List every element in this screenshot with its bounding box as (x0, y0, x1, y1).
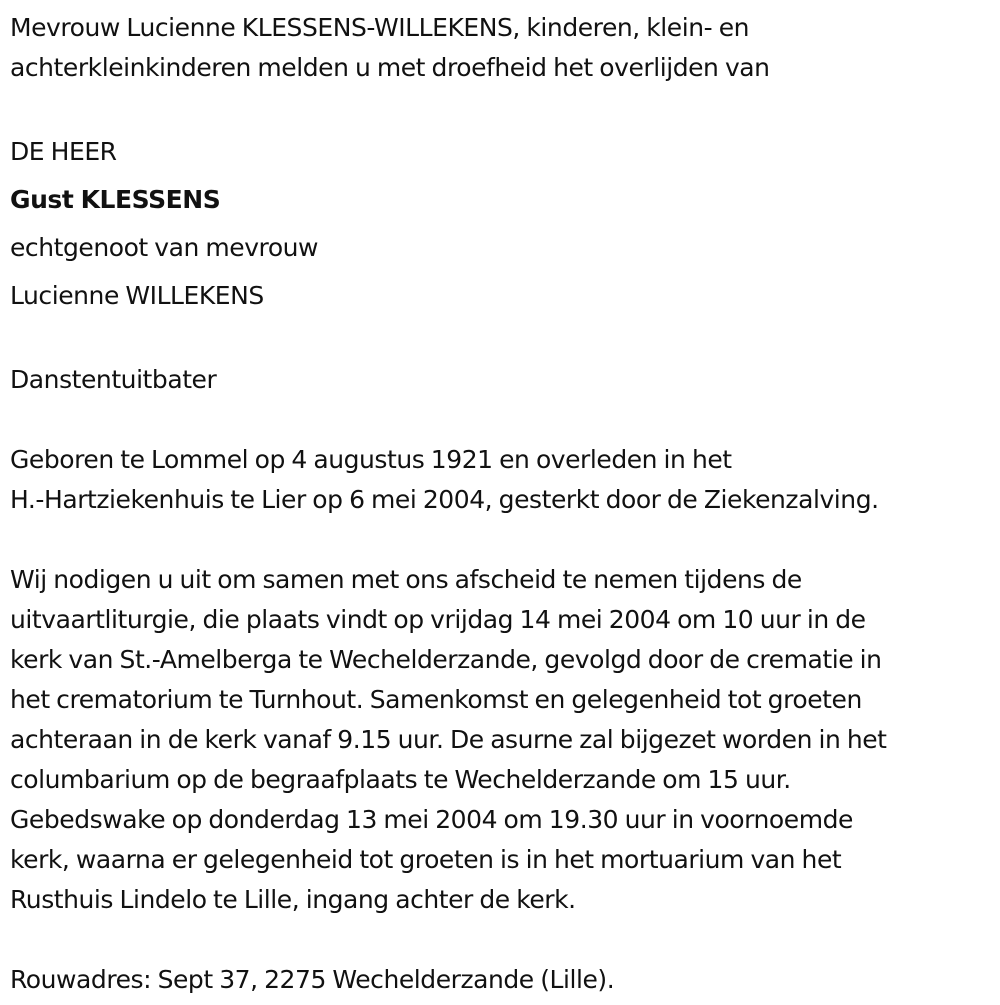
intro-line: achterkleinkinderen melden u met droefheid het overlijden van (10, 53, 770, 82)
ceremony-line: uitvaartliturgie, die plaats vindt op vrijdag 14 mei 2004 om 10 uur in de (10, 605, 866, 634)
ceremony-line: het crematorium te Turnhout. Samenkomst en gelegenheid tot groeten (10, 685, 862, 714)
spouse-label: echtgenoot van mevrouw (10, 233, 319, 262)
ceremony-line: kerk, waarna er gelegenheid tot groeten is in het mortuarium van het (10, 845, 842, 874)
ceremony-line: Wij nodigen u uit om samen met ons afscheid te nemen tijdens de (10, 565, 802, 594)
spacer (10, 920, 995, 960)
ceremony-paragraph (10, 560, 995, 920)
birth-death-line: H.-Hartziekenhuis te Lier op 6 mei 2004, gesterkt door de Ziekenzalving. (10, 485, 879, 514)
birth-death-line: Geboren te Lommel op 4 augustus 1921 en overleden in het (10, 445, 732, 474)
honorific: DE HEER (10, 137, 117, 166)
death-notice (10, 8, 995, 1000)
spacer (10, 400, 995, 440)
spacer (10, 320, 995, 360)
intro-line: Mevrouw Lucienne KLESSENS-WILLEKENS, kinderen, klein- en (10, 13, 750, 42)
ceremony-line: Rusthuis Lindelo te Lille, ingang achter de kerk. (10, 885, 576, 914)
deceased-block (10, 128, 995, 320)
ceremony-line: achteraan in de kerk vanaf 9.15 uur. De asurne zal bijgezet worden in het (10, 725, 887, 754)
birth-death-paragraph (10, 440, 995, 520)
mourning-address: Rouwadres: Sept 37, 2275 Wechelderzande (Lille). (10, 965, 615, 994)
occupation: Danstentuitbater (10, 365, 217, 394)
spacer (10, 520, 995, 560)
ceremony-line: kerk van St.-Amelberga te Wechelderzande, gevolgd door de crematie in (10, 645, 882, 674)
spouse-name: Lucienne WILLEKENS (10, 281, 264, 310)
ceremony-line: columbarium op de begraafplaats te Wechelderzande om 15 uur. (10, 765, 791, 794)
ceremony-line: Gebedswake op donderdag 13 mei 2004 om 19.30 uur in voornoemde (10, 805, 853, 834)
spacer (10, 88, 995, 128)
deceased-name: Gust KLESSENS (10, 185, 221, 214)
intro-paragraph (10, 8, 995, 88)
